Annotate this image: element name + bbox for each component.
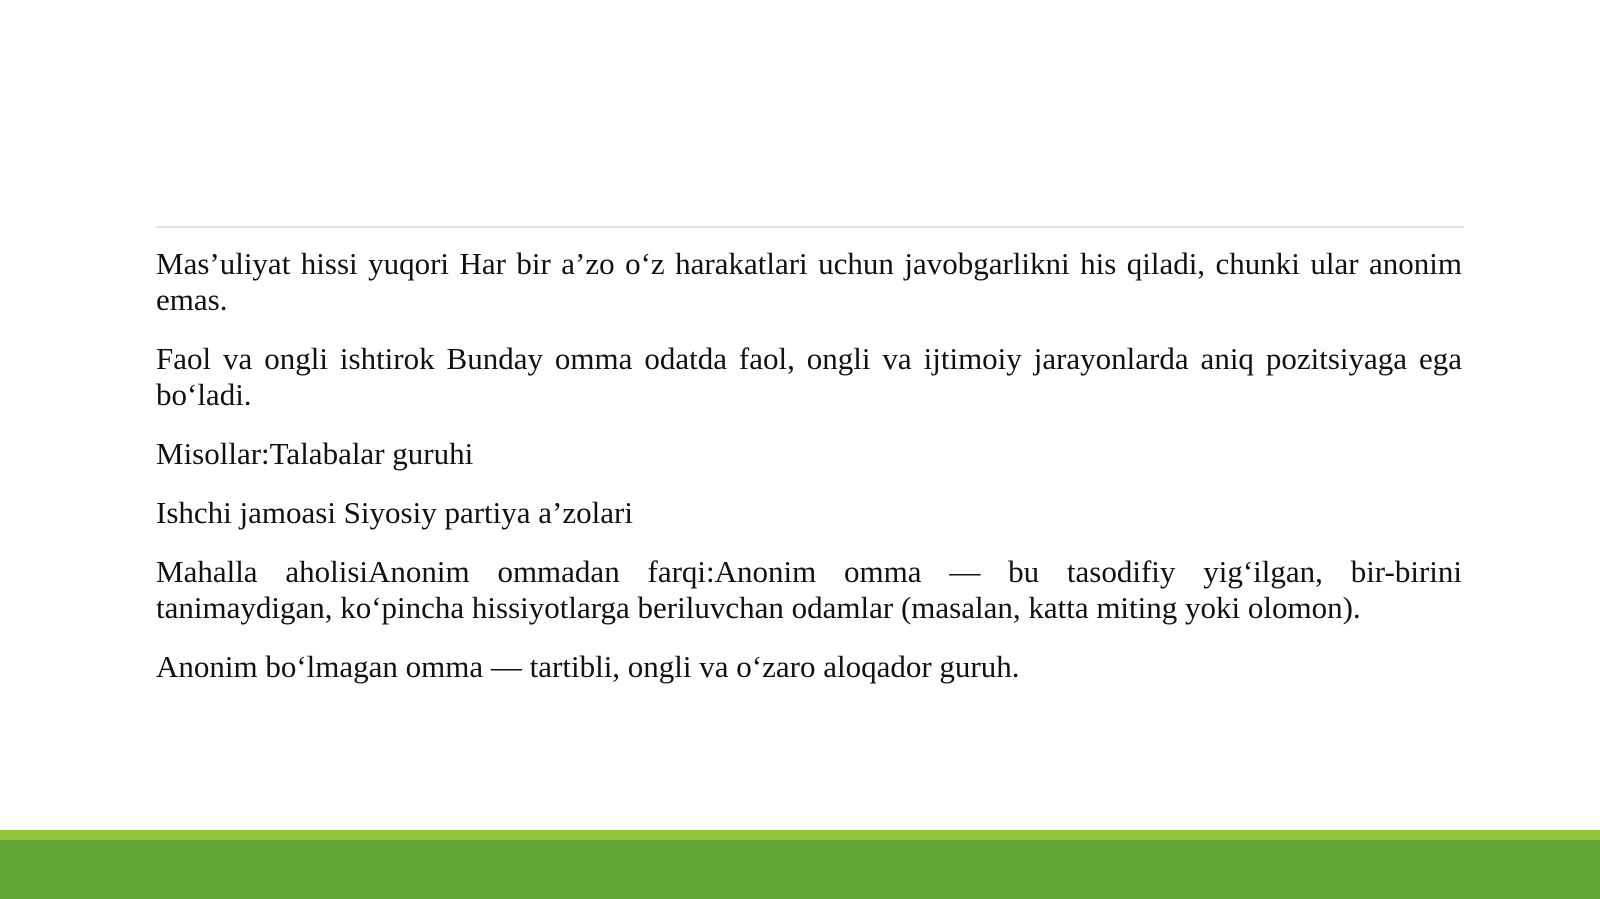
paragraph-active-participation: Faol va ongli ishtirok Bunday omma odatda faol, ongli va ijtimoiy jarayonlarda aniq pozitsiyaga ega bo‘ladi. (156, 341, 1462, 412)
footer-band (0, 830, 1600, 899)
slide-body (156, 246, 1462, 708)
paragraph-workers-collective: Ishchi jamoasi Siyosiy partiya a’zolari (156, 495, 633, 530)
title-divider (156, 226, 1464, 228)
paragraph-difference: Mahalla aholisiAnonim ommadan farqi:Anonim omma — bu tasodifiy yig‘ilgan, bir-birini tanimaydigan, ko‘pincha hissiyotlarga beriluvchan odamlar (masalan, katta miting yoki olomon). (156, 554, 1462, 625)
paragraph-responsibility: Mas’uliyat hissi yuqori Har bir a’zo o‘z harakatlari uchun javobgarlikni his qiladi, chunki ular anonim emas. (156, 246, 1462, 317)
paragraph-non-anonymous: Anonim bo‘lmagan omma — tartibli, ongli va o‘zaro aloqador guruh. (156, 649, 1020, 684)
paragraph-examples: Misollar:Talabalar guruhi (156, 436, 474, 471)
footer-band-highlight (0, 830, 1600, 840)
